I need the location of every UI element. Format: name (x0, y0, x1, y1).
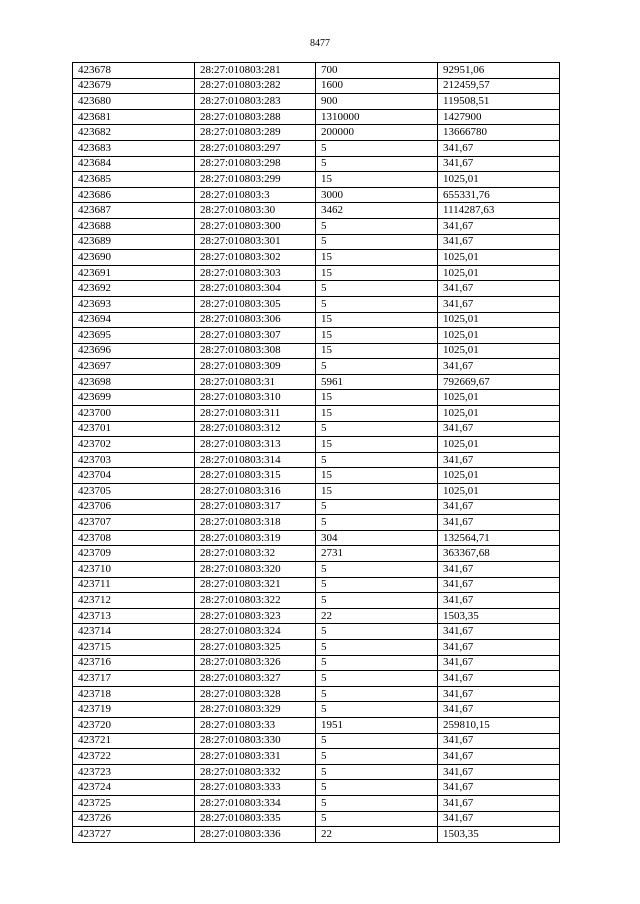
cadastral-number-cell: 28:27:010803:330 (195, 733, 316, 749)
row-number-cell: 423690 (73, 250, 195, 266)
cadastral-number-cell: 28:27:010803:304 (195, 281, 316, 297)
value-cell: 341,67 (438, 296, 560, 312)
row-number-cell: 423725 (73, 795, 195, 811)
cadastral-number-cell: 28:27:010803:315 (195, 468, 316, 484)
value-cell: 792669,67 (438, 374, 560, 390)
row-number-cell: 423698 (73, 374, 195, 390)
value-cell: 341,67 (438, 655, 560, 671)
table-row (73, 140, 560, 156)
table-row (73, 749, 560, 765)
row-number-cell: 423719 (73, 702, 195, 718)
row-number-cell: 423714 (73, 624, 195, 640)
table-row (73, 655, 560, 671)
cadastral-number-cell: 28:27:010803:288 (195, 109, 316, 125)
table-row (73, 328, 560, 344)
row-number-cell: 423691 (73, 265, 195, 281)
table-row (73, 624, 560, 640)
area-cell: 304 (316, 530, 438, 546)
row-number-cell: 423685 (73, 172, 195, 188)
table-row (73, 63, 560, 79)
row-number-cell: 423717 (73, 671, 195, 687)
value-cell: 1025,01 (438, 172, 560, 188)
table-row (73, 546, 560, 562)
table-row (73, 109, 560, 125)
value-cell: 1025,01 (438, 437, 560, 453)
row-number-cell: 423724 (73, 780, 195, 796)
area-cell: 15 (316, 265, 438, 281)
row-number-cell: 423700 (73, 406, 195, 422)
value-cell: 1025,01 (438, 468, 560, 484)
cadastral-number-cell: 28:27:010803:299 (195, 172, 316, 188)
row-number-cell: 423680 (73, 94, 195, 110)
row-number-cell: 423684 (73, 156, 195, 172)
cadastral-number-cell: 28:27:010803:308 (195, 343, 316, 359)
value-cell: 341,67 (438, 577, 560, 593)
row-number-cell: 423723 (73, 764, 195, 780)
cadastral-number-cell: 28:27:010803:301 (195, 234, 316, 250)
cadastral-number-cell: 28:27:010803:317 (195, 499, 316, 515)
area-cell: 5 (316, 296, 438, 312)
row-number-cell: 423712 (73, 593, 195, 609)
value-cell: 1025,01 (438, 484, 560, 500)
area-cell: 5 (316, 811, 438, 827)
value-cell: 341,67 (438, 624, 560, 640)
table-row (73, 94, 560, 110)
cadastral-number-cell: 28:27:010803:320 (195, 562, 316, 578)
table-row (73, 811, 560, 827)
area-cell: 5 (316, 639, 438, 655)
row-number-cell: 423715 (73, 639, 195, 655)
area-cell: 5 (316, 702, 438, 718)
value-cell: 1427900 (438, 109, 560, 125)
table-row (73, 250, 560, 266)
cadastral-number-cell: 28:27:010803:281 (195, 63, 316, 79)
row-number-cell: 423703 (73, 452, 195, 468)
cadastral-number-cell: 28:27:010803:316 (195, 484, 316, 500)
value-cell: 132564,71 (438, 530, 560, 546)
cadastral-number-cell: 28:27:010803:289 (195, 125, 316, 141)
row-number-cell: 423697 (73, 359, 195, 375)
table-row (73, 608, 560, 624)
row-number-cell: 423687 (73, 203, 195, 219)
row-number-cell: 423711 (73, 577, 195, 593)
value-cell: 341,67 (438, 749, 560, 765)
cadastral-number-cell: 28:27:010803:297 (195, 140, 316, 156)
row-number-cell: 423713 (73, 608, 195, 624)
area-cell: 5 (316, 421, 438, 437)
value-cell: 1025,01 (438, 406, 560, 422)
table-row (73, 203, 560, 219)
table-row (73, 780, 560, 796)
value-cell: 341,67 (438, 156, 560, 172)
table-row (73, 312, 560, 328)
area-cell: 700 (316, 63, 438, 79)
value-cell: 13666780 (438, 125, 560, 141)
value-cell: 363367,68 (438, 546, 560, 562)
cadastral-number-cell: 28:27:010803:323 (195, 608, 316, 624)
cadastral-number-cell: 28:27:010803:282 (195, 78, 316, 94)
table-row (73, 265, 560, 281)
value-cell: 1025,01 (438, 250, 560, 266)
row-number-cell: 423695 (73, 328, 195, 344)
area-cell: 15 (316, 484, 438, 500)
cadastral-number-cell: 28:27:010803:326 (195, 655, 316, 671)
cadastral-number-cell: 28:27:010803:325 (195, 639, 316, 655)
table-row (73, 390, 560, 406)
value-cell: 341,67 (438, 515, 560, 531)
table-row (73, 156, 560, 172)
area-cell: 5 (316, 515, 438, 531)
cadastral-number-cell: 28:27:010803:298 (195, 156, 316, 172)
cadastral-number-cell: 28:27:010803:333 (195, 780, 316, 796)
table-row (73, 827, 560, 843)
value-cell: 341,67 (438, 795, 560, 811)
row-number-cell: 423696 (73, 343, 195, 359)
row-number-cell: 423682 (73, 125, 195, 141)
cadastral-number-cell: 28:27:010803:321 (195, 577, 316, 593)
row-number-cell: 423708 (73, 530, 195, 546)
value-cell: 341,67 (438, 234, 560, 250)
value-cell: 1114287,63 (438, 203, 560, 219)
table-row (73, 374, 560, 390)
table-row (73, 78, 560, 94)
cadastral-number-cell: 28:27:010803:328 (195, 686, 316, 702)
table-row (73, 172, 560, 188)
table-row (73, 218, 560, 234)
table-row (73, 702, 560, 718)
cadastral-number-cell: 28:27:010803:336 (195, 827, 316, 843)
row-number-cell: 423705 (73, 484, 195, 500)
cadastral-number-cell: 28:27:010803:324 (195, 624, 316, 640)
row-number-cell: 423701 (73, 421, 195, 437)
value-cell: 341,67 (438, 764, 560, 780)
row-number-cell: 423706 (73, 499, 195, 515)
area-cell: 5 (316, 733, 438, 749)
area-cell: 15 (316, 437, 438, 453)
table-row (73, 234, 560, 250)
area-cell: 5 (316, 156, 438, 172)
area-cell: 5 (316, 749, 438, 765)
cadastral-number-cell: 28:27:010803:329 (195, 702, 316, 718)
area-cell: 1600 (316, 78, 438, 94)
value-cell: 341,67 (438, 218, 560, 234)
cadastral-number-cell: 28:27:010803:30 (195, 203, 316, 219)
cadastral-number-cell: 28:27:010803:331 (195, 749, 316, 765)
value-cell: 1025,01 (438, 312, 560, 328)
value-cell: 341,67 (438, 780, 560, 796)
value-cell: 341,67 (438, 421, 560, 437)
table-row (73, 406, 560, 422)
table-row (73, 421, 560, 437)
value-cell: 341,67 (438, 593, 560, 609)
row-number-cell: 423683 (73, 140, 195, 156)
area-cell: 5 (316, 140, 438, 156)
area-cell: 1310000 (316, 109, 438, 125)
table-row (73, 733, 560, 749)
value-cell: 341,67 (438, 359, 560, 375)
table-row (73, 296, 560, 312)
area-cell: 5 (316, 671, 438, 687)
value-cell: 341,67 (438, 671, 560, 687)
cadastral-number-cell: 28:27:010803:311 (195, 406, 316, 422)
table-row (73, 671, 560, 687)
row-number-cell: 423707 (73, 515, 195, 531)
cadastral-number-cell: 28:27:010803:305 (195, 296, 316, 312)
area-cell: 1951 (316, 717, 438, 733)
value-cell: 655331,76 (438, 187, 560, 203)
cadastral-number-cell: 28:27:010803:283 (195, 94, 316, 110)
area-cell: 15 (316, 343, 438, 359)
value-cell: 259810,15 (438, 717, 560, 733)
row-number-cell: 423704 (73, 468, 195, 484)
table-row (73, 452, 560, 468)
area-cell: 5 (316, 593, 438, 609)
area-cell: 5 (316, 452, 438, 468)
row-number-cell: 423718 (73, 686, 195, 702)
row-number-cell: 423709 (73, 546, 195, 562)
value-cell: 341,67 (438, 639, 560, 655)
value-cell: 341,67 (438, 733, 560, 749)
area-cell: 15 (316, 468, 438, 484)
row-number-cell: 423699 (73, 390, 195, 406)
cadastral-number-cell: 28:27:010803:300 (195, 218, 316, 234)
table-row (73, 343, 560, 359)
table-row (73, 125, 560, 141)
area-cell: 5 (316, 218, 438, 234)
cadastral-number-cell: 28:27:010803:334 (195, 795, 316, 811)
table-row (73, 281, 560, 297)
table-row (73, 686, 560, 702)
cadastral-number-cell: 28:27:010803:302 (195, 250, 316, 266)
row-number-cell: 423689 (73, 234, 195, 250)
area-cell: 2731 (316, 546, 438, 562)
area-cell: 5 (316, 780, 438, 796)
row-number-cell: 423726 (73, 811, 195, 827)
area-cell: 5 (316, 577, 438, 593)
cadastral-number-cell: 28:27:010803:307 (195, 328, 316, 344)
value-cell: 341,67 (438, 452, 560, 468)
area-cell: 5 (316, 655, 438, 671)
row-number-cell: 423688 (73, 218, 195, 234)
table-row (73, 187, 560, 203)
value-cell: 341,67 (438, 811, 560, 827)
value-cell: 341,67 (438, 562, 560, 578)
area-cell: 15 (316, 172, 438, 188)
row-number-cell: 423693 (73, 296, 195, 312)
cadastral-number-cell: 28:27:010803:335 (195, 811, 316, 827)
area-cell: 900 (316, 94, 438, 110)
row-number-cell: 423681 (73, 109, 195, 125)
page-number: 8477 (310, 38, 330, 49)
cadastral-number-cell: 28:27:010803:312 (195, 421, 316, 437)
area-cell: 5 (316, 764, 438, 780)
area-cell: 5 (316, 562, 438, 578)
cadastral-number-cell: 28:27:010803:3 (195, 187, 316, 203)
area-cell: 5 (316, 795, 438, 811)
area-cell: 22 (316, 608, 438, 624)
cadastral-number-cell: 28:27:010803:306 (195, 312, 316, 328)
table-row (73, 468, 560, 484)
area-cell: 5 (316, 499, 438, 515)
cadastral-number-cell: 28:27:010803:332 (195, 764, 316, 780)
cadastral-number-cell: 28:27:010803:303 (195, 265, 316, 281)
row-number-cell: 423694 (73, 312, 195, 328)
area-cell: 5 (316, 281, 438, 297)
row-number-cell: 423727 (73, 827, 195, 843)
table-row (73, 437, 560, 453)
row-number-cell: 423710 (73, 562, 195, 578)
table-row (73, 499, 560, 515)
area-cell: 3000 (316, 187, 438, 203)
table-row (73, 515, 560, 531)
area-cell: 15 (316, 390, 438, 406)
cadastral-number-cell: 28:27:010803:319 (195, 530, 316, 546)
table-row (73, 530, 560, 546)
table-row (73, 577, 560, 593)
data-table (72, 62, 560, 843)
area-cell: 200000 (316, 125, 438, 141)
cadastral-number-cell: 28:27:010803:310 (195, 390, 316, 406)
cadastral-number-cell: 28:27:010803:313 (195, 437, 316, 453)
value-cell: 1025,01 (438, 265, 560, 281)
table-row (73, 717, 560, 733)
row-number-cell: 423678 (73, 63, 195, 79)
area-cell: 5961 (316, 374, 438, 390)
row-number-cell: 423692 (73, 281, 195, 297)
area-cell: 5 (316, 686, 438, 702)
area-cell: 5 (316, 234, 438, 250)
value-cell: 212459,57 (438, 78, 560, 94)
value-cell: 1025,01 (438, 343, 560, 359)
table-row (73, 764, 560, 780)
value-cell: 119508,51 (438, 94, 560, 110)
cadastral-number-cell: 28:27:010803:32 (195, 546, 316, 562)
row-number-cell: 423720 (73, 717, 195, 733)
row-number-cell: 423721 (73, 733, 195, 749)
value-cell: 1025,01 (438, 390, 560, 406)
value-cell: 1503,35 (438, 608, 560, 624)
value-cell: 341,67 (438, 281, 560, 297)
area-cell: 15 (316, 250, 438, 266)
row-number-cell: 423686 (73, 187, 195, 203)
area-cell: 5 (316, 624, 438, 640)
table-row (73, 593, 560, 609)
cadastral-number-cell: 28:27:010803:31 (195, 374, 316, 390)
value-cell: 1503,35 (438, 827, 560, 843)
area-cell: 15 (316, 406, 438, 422)
cadastral-number-cell: 28:27:010803:33 (195, 717, 316, 733)
value-cell: 341,67 (438, 140, 560, 156)
cadastral-number-cell: 28:27:010803:318 (195, 515, 316, 531)
row-number-cell: 423679 (73, 78, 195, 94)
row-number-cell: 423702 (73, 437, 195, 453)
value-cell: 341,67 (438, 702, 560, 718)
area-cell: 22 (316, 827, 438, 843)
table-row (73, 795, 560, 811)
table-body (73, 63, 560, 843)
value-cell: 341,67 (438, 686, 560, 702)
area-cell: 15 (316, 328, 438, 344)
row-number-cell: 423722 (73, 749, 195, 765)
area-cell: 3462 (316, 203, 438, 219)
cadastral-number-cell: 28:27:010803:322 (195, 593, 316, 609)
area-cell: 5 (316, 359, 438, 375)
value-cell: 1025,01 (438, 328, 560, 344)
table-row (73, 562, 560, 578)
cadastral-number-cell: 28:27:010803:327 (195, 671, 316, 687)
area-cell: 15 (316, 312, 438, 328)
cadastral-number-cell: 28:27:010803:309 (195, 359, 316, 375)
value-cell: 92951,06 (438, 63, 560, 79)
table-row (73, 484, 560, 500)
table-row (73, 359, 560, 375)
cadastral-number-cell: 28:27:010803:314 (195, 452, 316, 468)
value-cell: 341,67 (438, 499, 560, 515)
table-row (73, 639, 560, 655)
row-number-cell: 423716 (73, 655, 195, 671)
